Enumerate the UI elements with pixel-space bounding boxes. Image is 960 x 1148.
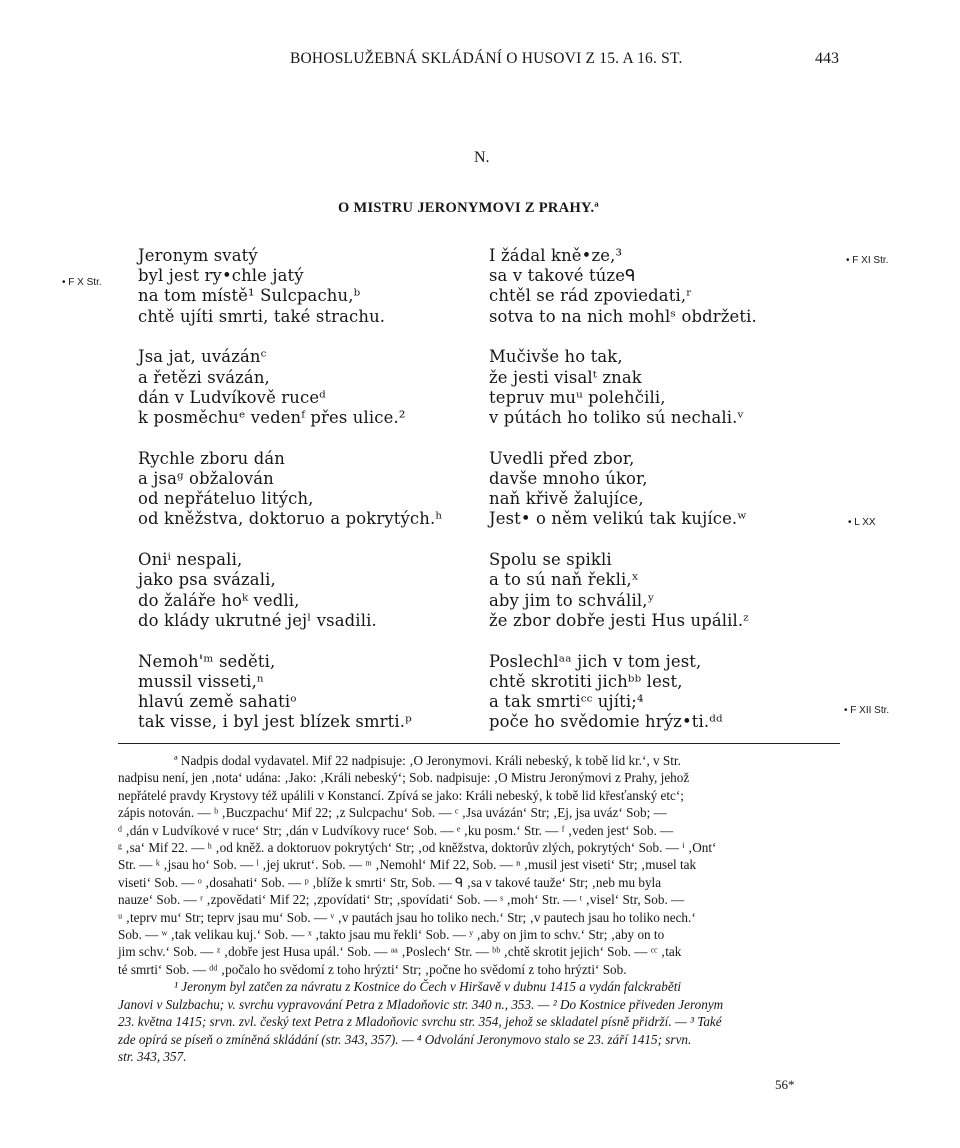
poem-left-column [138, 246, 443, 753]
right-stanza [489, 246, 757, 327]
footnote-line: zde opírá se píseň o zmíněná skládání (str. 343, 357). — ⁴ Odvolání Jeronymovo stalo se 23. září 1415; srvn. [118, 1031, 692, 1047]
verse-line: chtě ujíti smrti, také strachu. [138, 306, 386, 326]
verse-line: k posměchuᵉ vedenᶠ přes ulice.² [138, 408, 406, 428]
verse-line: Nemoh'ᵐ seděti, [138, 651, 276, 671]
verse-line: že zbor dobře jesti Hus upálil.ᶻ [489, 610, 749, 630]
verse-line: naň křivě žalujíce, [489, 489, 644, 509]
sheet-signature: 56* [775, 1077, 795, 1092]
numbered-notes [118, 978, 848, 1065]
footnote-line: str. 343, 357. [118, 1048, 187, 1064]
verse-line: dán v Ludvíkově ruceᵈ [138, 387, 326, 407]
right-stanza [489, 347, 757, 428]
margin-note-right-top: • F XI Str. [846, 255, 889, 266]
verse-line: chtěl se rád zpoviedati,ʳ [489, 286, 693, 306]
footnote-line: 23. května 1415; srvn. zvl. český text Petra z Mladoňovic svrchu str. 354, jehož se skladatel písně přidrží. — ³ Také [118, 1014, 722, 1030]
footnote-line: ¹ Jeronym byl zatčen za návratu z Kostnice do Čech v Hiršavě v dubnu 1415 a vydán falckraběti [174, 979, 682, 995]
poem-right-column [489, 246, 757, 753]
verse-line: do klády ukrutné jejˡ vsadili. [138, 610, 377, 630]
footnote-line: jim schv.‘ Sob. — ᶻ ‚dobře jest Husa upál.‘ Sob. — ᵃᵃ ‚Poslech‘ Str. — ᵇᵇ ‚chtě skrotit jejich‘ Sob. — ᶜᶜ ‚tak [118, 944, 682, 960]
running-header-title: BOHOSLUŽEBNÁ SKLÁDÁNÍ O HUSOVI Z 15. A 16. ST. [290, 50, 683, 67]
verse-line: od kněžstva, doktoruo a pokrytých.ʰ [138, 509, 443, 529]
verse-line: I žádal kně•ze,³ [489, 246, 623, 265]
footnote-line: ª Nadpis dodal vydavatel. Mif 22 nadpisuje: ‚O Jeronymovi. Králi nebeský, k tobě lid kr.‘, v Str. [174, 753, 681, 768]
footnotes-block [118, 752, 848, 1065]
right-stanza [489, 550, 757, 631]
verse-line: od nepřáteluo litých, [138, 489, 314, 509]
left-stanza [138, 652, 443, 733]
verse-line: chtě skrotiti jichᵇᵇ lest, [489, 671, 683, 691]
verse-line: a řetězi svázán, [138, 367, 270, 387]
verse-line: sotva to na nich mohlˢ obdržeti. [489, 306, 757, 326]
right-stanza [489, 449, 757, 530]
verse-line: a jsaᵍ obžalován [138, 469, 274, 489]
verse-line: tepruv muᵘ polehčili, [489, 387, 666, 407]
verse-line: davše mnoho úkor, [489, 469, 648, 489]
verse-line: aby jim to schválil,ʸ [489, 590, 655, 610]
poem-title: O MISTRU JERONYMOVI Z PRAHY.ª [338, 200, 600, 216]
footnote-line: té smrti‘ Sob. — ᵈᵈ ‚počalo ho svědomí z toho hrýzti‘ Str; ‚počne ho svědomí z toho hrýzti‘ Sob. [118, 961, 627, 977]
left-stanza [138, 550, 443, 631]
verse-line: Poslechlᵃᵃ jich v tom jest, [489, 651, 702, 671]
left-stanza [138, 449, 443, 530]
footnote-line: ᵈ ‚dán v Ludvíkové v ruce‘ Str; ‚dán v Ludvíkovy ruce‘ Sob. — ᵉ ‚ku posm.‘ Str. — ᶠ ‚veden jest‘ Sob. — [118, 822, 674, 838]
section-letter: N. [474, 149, 490, 166]
verse-line: Jeronym svatý [138, 246, 258, 265]
verse-line: jako psa svázali, [138, 570, 276, 590]
verse-line: Spolu se spikli [489, 550, 612, 570]
verse-line: že jesti visalᵗ znak [489, 367, 642, 387]
verse-line: a to sú naň řekli,ˣ [489, 570, 639, 590]
verse-line: do žaláře hoᵏ vedli, [138, 590, 300, 610]
verse-line: na tom místě¹ Sulcpachu,ᵇ [138, 286, 361, 306]
verse-line: sa v takové túzeᑫ [489, 266, 636, 286]
footnote-line: Sob. — ʷ ‚tak velikau kuj.‘ Sob. — ˣ ‚takto jsau mu řekli‘ Sob. — ʸ ‚aby on jim to schv.‘ Str; ‚aby on to [118, 927, 665, 943]
verse-line: poče ho svědomie hrýz•ti.ᵈᵈ [489, 712, 723, 732]
footnote-line: Str. — ᵏ ‚jsau ho‘ Sob. — ˡ ‚jej ukrut‘. Sob. — ᵐ ‚Nemohl‘ Mif 22, Sob. — ⁿ ‚musil jest viseti‘ Str; ‚musel tak [118, 857, 697, 873]
verse-line: Mučivše ho tak, [489, 347, 623, 367]
verse-line: Jest• o něm velikú tak kujíce.ʷ [489, 509, 748, 529]
footnote-divider [118, 743, 840, 744]
verse-line: byl jest ry•chle jatý [138, 266, 304, 286]
verse-line: a tak smrtiᶜᶜ ujíti;⁴ [489, 692, 644, 712]
verse-line: tak visse, i byl jest blízek smrti.ᵖ [138, 712, 412, 732]
footnote-line: nadpisu není, jen ‚nota‘ udána: ‚Jako: ‚Králi nebeský‘; Sob. nadpisuje: ‚O Mistru Jeronýmovi z Prahy, jehož [118, 770, 690, 786]
footnote-line: zápis notován. — ᵇ ‚Buczpachu‘ Mif 22; ‚z Sulcpachu‘ Sob. — ᶜ ‚Jsa uvázán‘ Str; ‚Ej, jsa uváz‘ Sob; — [118, 805, 667, 821]
footnote-line: Janovi v Sulzbachu; v. svrchu vypravování Petra z Mladoňovic str. 340 n., 353. — ² Do Kostnice přiveden Jeronym [118, 996, 724, 1012]
page-number: 443 [815, 50, 839, 67]
footnote-line: ᵘ ‚teprv mu‘ Str; teprv jsau mu‘ Sob. — ᵛ ‚v pautách jsau ho toliko nech.‘ Str; ‚v pautech jsau ho toliko nech.‘ [118, 909, 696, 925]
footnote-line: ᵍ ‚sa‘ Mif 22. — ʰ ‚od kněž. a doktoruov pokrytých‘ Str; ‚od kněžstva, doktorův zlých, pokrytých‘ Sob. — ⁱ ‚Ont‘ [118, 840, 717, 856]
right-stanza [489, 652, 757, 733]
footnote-line: nauze‘ Sob. — ʳ ‚zpovědati‘ Mif 22; ‚zpovídati‘ Str; ‚spovídati‘ Sob. — ˢ ‚moh‘ Str. — ᵗ ‚visel‘ Str, Sob. — [118, 892, 685, 908]
verse-line: Rychle zboru dán [138, 448, 286, 468]
verse-line: Jsa jat, uvázánᶜ [138, 347, 267, 367]
margin-note-right-bottom: • F XII Str. [844, 705, 890, 716]
verse-line: mussil visseti,ⁿ [138, 671, 265, 691]
margin-note-right-mid: • L XX [848, 517, 876, 528]
verse-line: Uvedli před zbor, [489, 448, 635, 468]
left-stanza [138, 347, 443, 428]
margin-note-left: • F X Str. [62, 277, 102, 288]
verse-line: v pútách ho toliko sú nechali.ᵛ [489, 408, 744, 428]
footnote-line: viseti‘ Sob. — ᵒ ‚dosahati‘ Sob. — ᵖ ‚blíže k smrti‘ Str, Sob. — ᑫ ‚sa v takové tauže‘ Str; ‚neb mu byla [118, 874, 662, 890]
left-stanza [138, 246, 443, 327]
apparatus-notes [118, 752, 848, 978]
footnote-line: nepřátelé pravdy Krystovy též upálili v Konstancí. Zpívá se jako: Králi nebeský, k tobě lid křesťanský etc‘; [118, 787, 684, 803]
verse-line: Oniⁱ nespali, [138, 550, 243, 570]
verse-line: hlavú země sahatiᵒ [138, 692, 297, 712]
